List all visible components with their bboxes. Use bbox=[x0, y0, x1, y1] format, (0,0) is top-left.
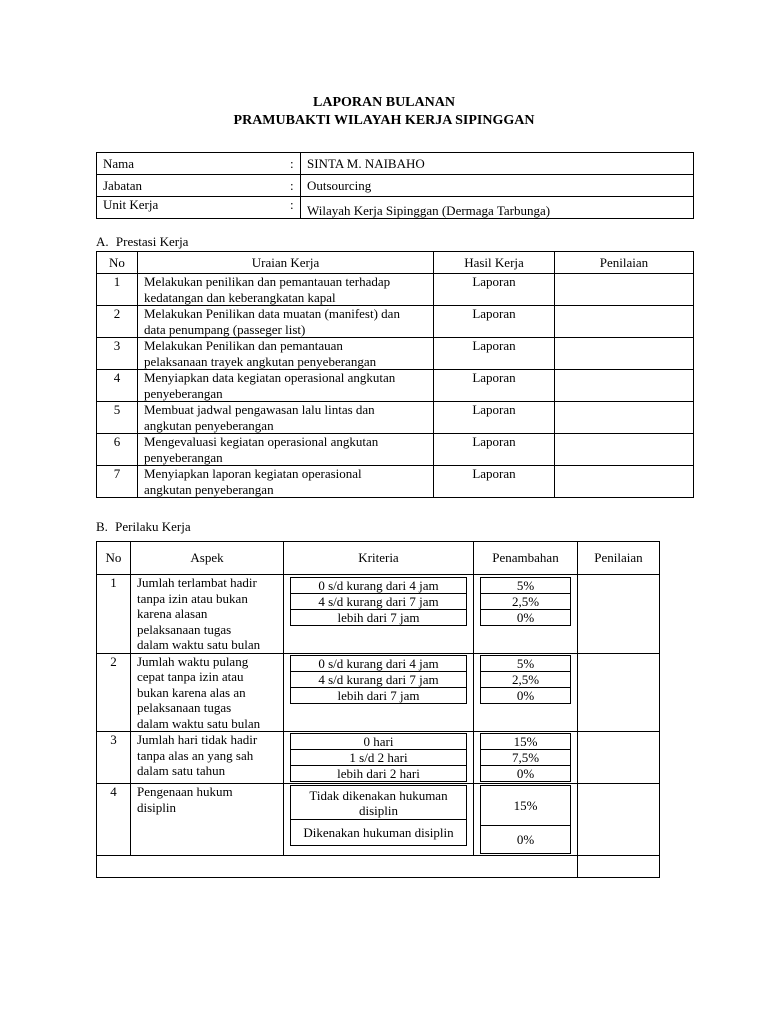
kriteria-item: lebih dari 7 jam bbox=[291, 687, 467, 703]
penambahan-item: 0% bbox=[481, 610, 571, 626]
kriteria-item: 1 s/d 2 hari bbox=[291, 750, 467, 766]
penilaian-cell bbox=[555, 274, 694, 306]
row-number: 4 bbox=[97, 784, 131, 856]
identity-table bbox=[96, 152, 694, 219]
uraian-line: angkutan penyeberangan bbox=[144, 481, 274, 497]
penambahan-item: 15% bbox=[481, 786, 571, 826]
kriteria-item: 4 s/d kurang dari 7 jam bbox=[291, 594, 467, 610]
aspek-line: tanpa alas an yang sah bbox=[137, 747, 254, 763]
row-number: 1 bbox=[97, 575, 131, 654]
kriteria-cell bbox=[284, 653, 474, 732]
perilaku-kerja-table bbox=[96, 541, 660, 878]
identity-label: Jabatan bbox=[97, 175, 284, 197]
kriteria-list bbox=[290, 577, 467, 626]
uraian-cell bbox=[138, 338, 434, 370]
section-b-title: Perilaku Kerja bbox=[115, 519, 191, 534]
penambahan-item: 5% bbox=[481, 578, 571, 594]
identity-row-jabatan bbox=[97, 175, 694, 197]
kriteria-list bbox=[290, 655, 467, 704]
identity-label: Unit Kerja bbox=[97, 197, 284, 219]
penambahan-list bbox=[480, 655, 571, 704]
aspek-line: pelaksanaan tugas bbox=[137, 700, 232, 715]
hasil-cell: Laporan bbox=[434, 466, 555, 498]
kriteria-cell bbox=[284, 732, 474, 784]
column-header: Penilaian bbox=[555, 252, 694, 274]
kriteria-item: 0 s/d kurang dari 4 jam bbox=[291, 655, 467, 671]
kriteria-list bbox=[290, 785, 467, 846]
table-row bbox=[97, 370, 694, 402]
penilaian-cell bbox=[555, 306, 694, 338]
column-header: Hasil Kerja bbox=[434, 252, 555, 274]
uraian-cell bbox=[138, 370, 434, 402]
identity-colon: : bbox=[284, 153, 301, 175]
table-row bbox=[97, 575, 660, 654]
column-header: Penilaian bbox=[578, 542, 660, 575]
total-value-cell bbox=[578, 856, 660, 878]
hasil-cell: Laporan bbox=[434, 338, 555, 370]
penambahan-cell bbox=[474, 653, 578, 732]
kriteria-item bbox=[291, 786, 467, 820]
uraian-cell bbox=[138, 306, 434, 338]
identity-row-nama bbox=[97, 153, 694, 175]
column-header: No bbox=[97, 542, 131, 575]
row-number: 3 bbox=[97, 732, 131, 784]
aspek-line: Jumlah terlambat hadir bbox=[137, 575, 257, 590]
penilaian-cell bbox=[578, 784, 660, 856]
aspek-line: dalam waktu satu bulan bbox=[137, 715, 261, 731]
table-row bbox=[97, 274, 694, 306]
penambahan-item: 5% bbox=[481, 655, 571, 671]
kriteria-cell bbox=[284, 784, 474, 856]
identity-value: SINTA M. NAIBAHO bbox=[301, 153, 694, 175]
penilaian-cell bbox=[578, 575, 660, 654]
table-row bbox=[97, 434, 694, 466]
uraian-line: data penumpang (passeger list) bbox=[144, 321, 306, 337]
uraian-cell bbox=[138, 402, 434, 434]
section-b-letter: B. bbox=[96, 519, 108, 534]
uraian-line: kedatangan dan keberangkatan kapal bbox=[144, 289, 336, 305]
uraian-line: Melakukan penilikan dan pemantauan terhadap bbox=[144, 274, 391, 289]
row-number: 5 bbox=[97, 402, 138, 434]
aspek-line: bukan karena alas an bbox=[137, 684, 246, 700]
aspek-line: cepat tanpa izin atau bbox=[137, 669, 244, 684]
aspek-line: dalam satu tahun bbox=[137, 763, 226, 778]
aspek-line: pelaksanaan tugas bbox=[137, 621, 232, 637]
row-number: 3 bbox=[97, 338, 138, 370]
uraian-cell bbox=[138, 466, 434, 498]
penilaian-cell bbox=[555, 370, 694, 402]
penilaian-cell bbox=[555, 338, 694, 370]
aspek-line: dalam waktu satu bulan bbox=[137, 637, 261, 652]
aspek-line: Jumlah hari tidak hadir bbox=[137, 732, 258, 747]
section-a-title: Prestasi Kerja bbox=[115, 234, 189, 249]
uraian-cell bbox=[138, 434, 434, 466]
hasil-cell: Laporan bbox=[434, 434, 555, 466]
kriteria-item: Dikenakan hukuman disiplin bbox=[291, 820, 467, 846]
aspek-cell bbox=[131, 784, 284, 856]
aspek-line: karena alasan bbox=[137, 606, 208, 621]
penambahan-cell bbox=[474, 575, 578, 654]
column-header: Aspek bbox=[131, 542, 284, 575]
uraian-line: Menyiapkan data kegiatan operasional angkutan bbox=[144, 370, 396, 385]
kriteria-item: 4 s/d kurang dari 7 jam bbox=[291, 671, 467, 687]
penambahan-list bbox=[480, 785, 571, 854]
penilaian-cell bbox=[578, 653, 660, 732]
aspek-cell bbox=[131, 732, 284, 784]
uraian-line: penyeberangan bbox=[144, 449, 223, 465]
total-row bbox=[97, 856, 660, 878]
row-number: 2 bbox=[97, 306, 138, 338]
kriteria-item: lebih dari 7 jam bbox=[291, 610, 467, 626]
kriteria-item: lebih dari 2 hari bbox=[291, 766, 467, 782]
penambahan-item: 2,5% bbox=[481, 671, 571, 687]
penilaian-cell bbox=[555, 466, 694, 498]
penambahan-item: 7,5% bbox=[481, 750, 571, 766]
table-row bbox=[97, 653, 660, 732]
penilaian-cell bbox=[555, 402, 694, 434]
table-row bbox=[97, 338, 694, 370]
row-number: 2 bbox=[97, 653, 131, 732]
penilaian-cell bbox=[555, 434, 694, 466]
aspek-line: tanpa izin atau bukan bbox=[137, 590, 248, 606]
identity-colon: : bbox=[284, 197, 301, 219]
penilaian-cell bbox=[578, 732, 660, 784]
table-row bbox=[97, 306, 694, 338]
kriteria-cell bbox=[284, 575, 474, 654]
hasil-cell: Laporan bbox=[434, 274, 555, 306]
penambahan-item: 15% bbox=[481, 734, 571, 750]
penambahan-item: 0% bbox=[481, 687, 571, 703]
uraian-line: Membuat jadwal pengawasan lalu lintas dan bbox=[144, 402, 375, 417]
penambahan-cell bbox=[474, 732, 578, 784]
uraian-line: angkutan penyeberangan bbox=[144, 417, 274, 433]
column-header: No bbox=[97, 252, 138, 274]
identity-colon: : bbox=[284, 175, 301, 197]
report-title: LAPORAN BULANAN bbox=[313, 95, 455, 110]
penambahan-item: 0% bbox=[481, 766, 571, 782]
identity-value: Wilayah Kerja Sipinggan (Dermaga Tarbunga) bbox=[301, 197, 694, 219]
uraian-line: Mengevaluasi kegiatan operasional angkutan bbox=[144, 434, 379, 449]
section-b-heading bbox=[96, 519, 191, 535]
hasil-cell: Laporan bbox=[434, 402, 555, 434]
column-header: Uraian Kerja bbox=[138, 252, 434, 274]
column-header: Kriteria bbox=[284, 542, 474, 575]
aspek-line: Pengenaan hukum bbox=[137, 784, 233, 799]
kriteria-line: Tidak dikenakan hukuman bbox=[309, 787, 448, 803]
penambahan-item: 2,5% bbox=[481, 594, 571, 610]
aspek-cell bbox=[131, 653, 284, 732]
aspek-line: Jumlah waktu pulang bbox=[137, 653, 249, 669]
section-a-heading bbox=[96, 234, 188, 250]
uraian-cell bbox=[138, 274, 434, 306]
penambahan-cell bbox=[474, 784, 578, 856]
kriteria-list bbox=[290, 733, 467, 782]
identity-row-unit-kerja bbox=[97, 197, 694, 219]
row-number: 4 bbox=[97, 370, 138, 402]
penambahan-list bbox=[480, 733, 571, 782]
table-row bbox=[97, 466, 694, 498]
hasil-cell: Laporan bbox=[434, 306, 555, 338]
uraian-line: Melakukan Penilikan dan pemantauan bbox=[144, 338, 343, 353]
kriteria-line: disiplin bbox=[358, 802, 398, 818]
table-row bbox=[97, 784, 660, 856]
aspek-cell bbox=[131, 575, 284, 654]
hasil-cell: Laporan bbox=[434, 370, 555, 402]
total-label-cell bbox=[97, 856, 578, 878]
prestasi-header-row bbox=[97, 252, 694, 274]
penambahan-item: 0% bbox=[481, 826, 571, 854]
section-a-letter: A. bbox=[96, 234, 109, 249]
row-number: 7 bbox=[97, 466, 138, 498]
identity-value: Outsourcing bbox=[301, 175, 694, 197]
table-row bbox=[97, 732, 660, 784]
table-row bbox=[97, 402, 694, 434]
penambahan-list bbox=[480, 577, 571, 626]
uraian-line: pelaksanaan trayek angkutan penyeberangan bbox=[144, 353, 377, 369]
prestasi-kerja-table bbox=[96, 251, 694, 498]
identity-label: Nama bbox=[97, 153, 284, 175]
aspek-line: disiplin bbox=[137, 799, 177, 815]
uraian-line: penyeberangan bbox=[144, 385, 223, 401]
row-number: 1 bbox=[97, 274, 138, 306]
uraian-line: Menyiapkan laporan kegiatan operasional bbox=[144, 466, 362, 481]
kriteria-item: 0 s/d kurang dari 4 jam bbox=[291, 578, 467, 594]
kriteria-item: 0 hari bbox=[291, 734, 467, 750]
report-subtitle: PRAMUBAKTI WILAYAH KERJA SIPINGGAN bbox=[233, 113, 535, 128]
perilaku-header-row bbox=[97, 542, 660, 575]
uraian-line: Melakukan Penilikan data muatan (manifest) dan bbox=[144, 306, 400, 321]
row-number: 6 bbox=[97, 434, 138, 466]
column-header: Penambahan bbox=[474, 542, 578, 575]
